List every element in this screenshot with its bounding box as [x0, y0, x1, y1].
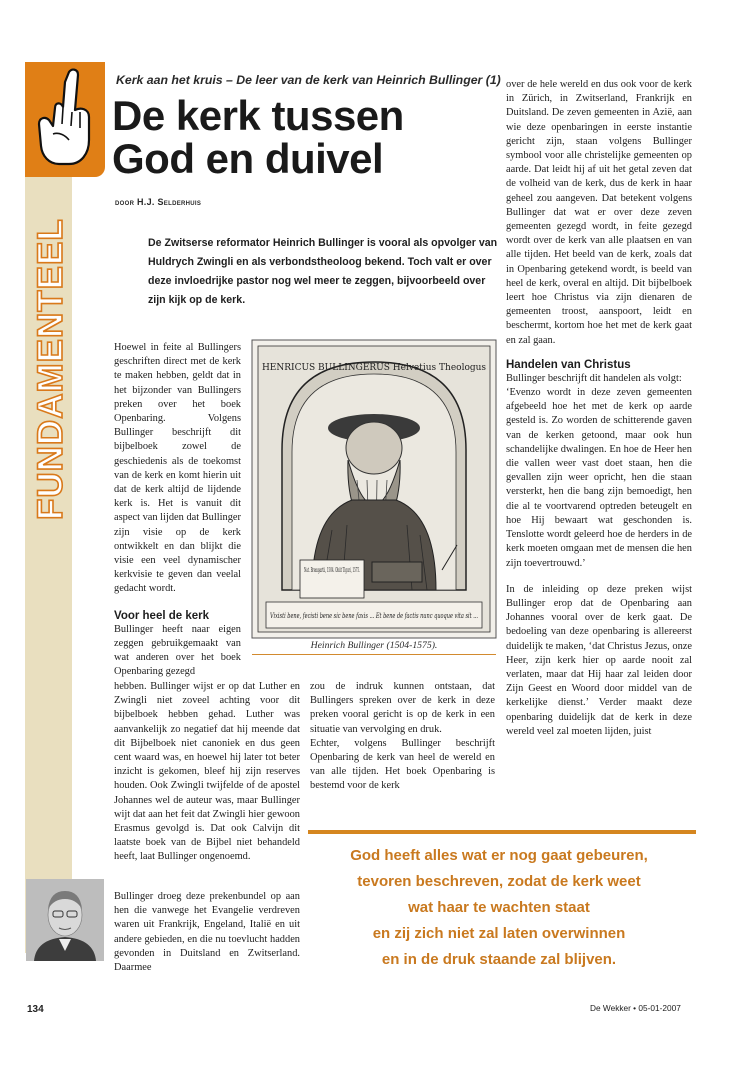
section-heading-1: Voor heel de kerk: [114, 609, 210, 622]
pull-quote: [308, 843, 690, 973]
column-3: [506, 78, 692, 739]
bullinger-portrait: [252, 340, 496, 638]
engraving-image: [252, 340, 496, 638]
portrait-motto: Vixisti bene, fecisti bene sic bene faxis ... Et bene de factis nunc quoque vita sit ...: [270, 612, 478, 620]
footer-issue: De Wekker • 05-01-2007: [590, 1003, 681, 1013]
section-label: FUNDAMENTEEL: [31, 218, 70, 520]
section-1-start: Bullinger heeft naar eigen zeggen gebruikgemaakt van wat anderen over het boek Openbaring gezegd: [114, 623, 241, 678]
article-kicker: Kerk aan het kruis – De leer van de kerk van Heinrich Bullinger (1): [116, 73, 501, 87]
quote-divider: [308, 830, 696, 834]
column-3-part-1: over de hele wereld en dus ook voor de kerk in Zürich, in Zwitserland, Frankrijk en Duitsland. De zeven gemeenten in Azië, aan wie deze openbaringen in eerste instantie gericht zijn, staan volgens Bullinger symbool voor alle christelijke gemeenten op aarde. Dat leidt hij af uit het getal zeven dat de volheid van de kerk, dus de kerk in haar geheel zou aangeven. Dat betekent volgens Bullinger dat wat er over deze zeven gemeenten gezegd wordt, in feite gezegd wordt over de kerk van alle plaatsen en van alle tijden. Het beeld van de kerk, zoals dat in Openbaring getekend wordt, is beeld van heel de kerk, overal en altijd. Dit bijbelboek leert hoe Christus via zijn dienaren de gemeenten troost, aanspoort, leidt en beschermt, kortom hoe het met de kerk gaat en zal gaan.: [506, 79, 692, 346]
byline: [115, 197, 201, 207]
author-photo: [26, 879, 104, 961]
pull-quote-line: en in de druk staande zal blijven.: [381, 951, 617, 968]
portrait-plaque-text: Nat. Bremgartii, 1504. Obiit Tiguri, 1575.: [304, 567, 361, 574]
article-title: [112, 94, 502, 180]
author-avatar: [26, 879, 104, 961]
section-heading-2: Handelen van Christus: [506, 358, 631, 371]
intro-paragraph: Hoewel in feite al Bullingers geschriften direct met de kerk te maken hebben, geldt dat in het bijzonder van Bullingers preken over het boek Openbaring. Volgens Bullinger beschrijft dit bijbelboek zowel de geschiedenis als de toekomst van de kerk en komt hierin uit dat de kerk altijd de lijdende kerk is. Het is vanuit dit aspect van lijden dat Bullinger zijn visie op de kerk ontwikkelt en dan blijkt die visie een veel dynamischer kerkvisie te geven dan veelal gedacht wordt.: [114, 342, 241, 595]
caption-divider: [252, 654, 496, 655]
column-3-part-2: Bullinger beschrijft dit handelen als volgt:: [506, 372, 682, 384]
bullinger-quote: ‘Evenzo wordt in deze zeven gemeenten afgebeeld hoe het met de kerk op aarde gesteld is. Zo worden de schitterende gaven van de kerken getoond, maar ook hun schandelijke dwalingen. En hoe de Heer hen die vallen weer vast doet staan, hen die gevallen zijn weer opricht, hen die staan versterkt, hen die bang zijn bemoedigt, hen die al te voortvarend optreden beteugelt en hoe Hij bewaart wat geschonden is. Tenslotte wordt geleerd hoe de herders in de kerk moeten omgaan met de mensen die hen zijn toevertrouwd.’: [506, 387, 692, 569]
pull-quote-line: en zij zich niet zal laten overwinnen: [372, 925, 626, 942]
pull-quote-line: God heeft alles wat er nog gaat gebeuren,: [350, 847, 648, 864]
title-line-1: De kerk tussen: [112, 92, 404, 139]
section-1-body: hebben. Bullinger wijst er op dat Luther en Zwingli niet zoveel achting voor dit bijbelboek hebben gehad. Luther was aanvankelijk zo negatief dat hij meende dat dit Bijbelboek niet canoniek en dus geen cent waard was, en hoewel hij later tot beter inzicht is gekomen, bleef hij zijn reserves houden. Ook Zwingli twijfelde of de apostel Johannes wel de auteur was, maar Bullinger wijt dat aan het feit dat Zwingli hier gewoon Erasmus gevolgd is. Dat ook Calvijn dit laatste boek van de Bijbel niet behandeld heeft, laat Bullinger ongenoemd.: [114, 681, 300, 863]
lead-paragraph: De Zwitserse reformator Heinrich Bullinger is vooral als opvolger van Huldrych Zwingli en als verbondstheoloog bekend. Toch valt er over deze invloedrijke pastor nog wel meer te zeggen, bijvoorbeeld over zijn kijk op de kerk.: [148, 237, 498, 306]
column-3-part-3: In de inleiding op deze preken wijst Bullinger erop dat de Openbaring aan Johannes vooral over de kerk gaat. De bedoeling van deze openbaring is allereerst duidelijk te maken, ‘dat Christus Jezus, onze Heer, zijn kerk hier op aarde nooit zal verlaten, maar dat Hij haar zal leiden door Zijn Geest en Woord door middel van de kerkelijke dienst.’ Verder maakt deze openbaring duidelijk dat de kerk in deze wereld veel zal moeten lijden, juist: [506, 583, 692, 737]
pull-quote-line: wat haar te wachten staat: [408, 899, 590, 916]
byline-text: door H.J. Selderhuis: [115, 197, 202, 207]
page-number: 134: [27, 1004, 44, 1015]
column-1-intro: [114, 341, 241, 679]
column-1-end: [114, 890, 300, 975]
column-2: [310, 680, 495, 794]
column-1-continued: [114, 680, 300, 865]
portrait-caption: Heinrich Bullinger (1504-1575).: [310, 640, 438, 651]
title-line-2: God en duivel: [112, 135, 384, 182]
engraving-arc-text: HENRICUS BULLINGERUS Helvetius Theologus: [261, 363, 487, 373]
column-2-text: zou de indruk kunnen ontstaan, dat Bullingers spreken over de kerk in deze preken vooral gericht is op de kerk in een situatie van vervolging en druk. Echter, volgens Bullinger beschrijft Openbaring de kerk van heel de wereld en van alle tijden. Het boek Openbaring is bestemd voor de kerk: [310, 681, 495, 792]
pull-quote-line: tevoren beschreven, zodat de kerk weet: [357, 873, 641, 890]
dedication-paragraph: Bullinger droeg deze prekenbundel op aan hen die vanwege het Evangelie verdreven waren uit Frankrijk, Engeland, Italië en uit andere gebieden, en die nu toevlucht hadden gevonden in Duitsland en Zwitserland. Daarmee: [114, 891, 300, 974]
